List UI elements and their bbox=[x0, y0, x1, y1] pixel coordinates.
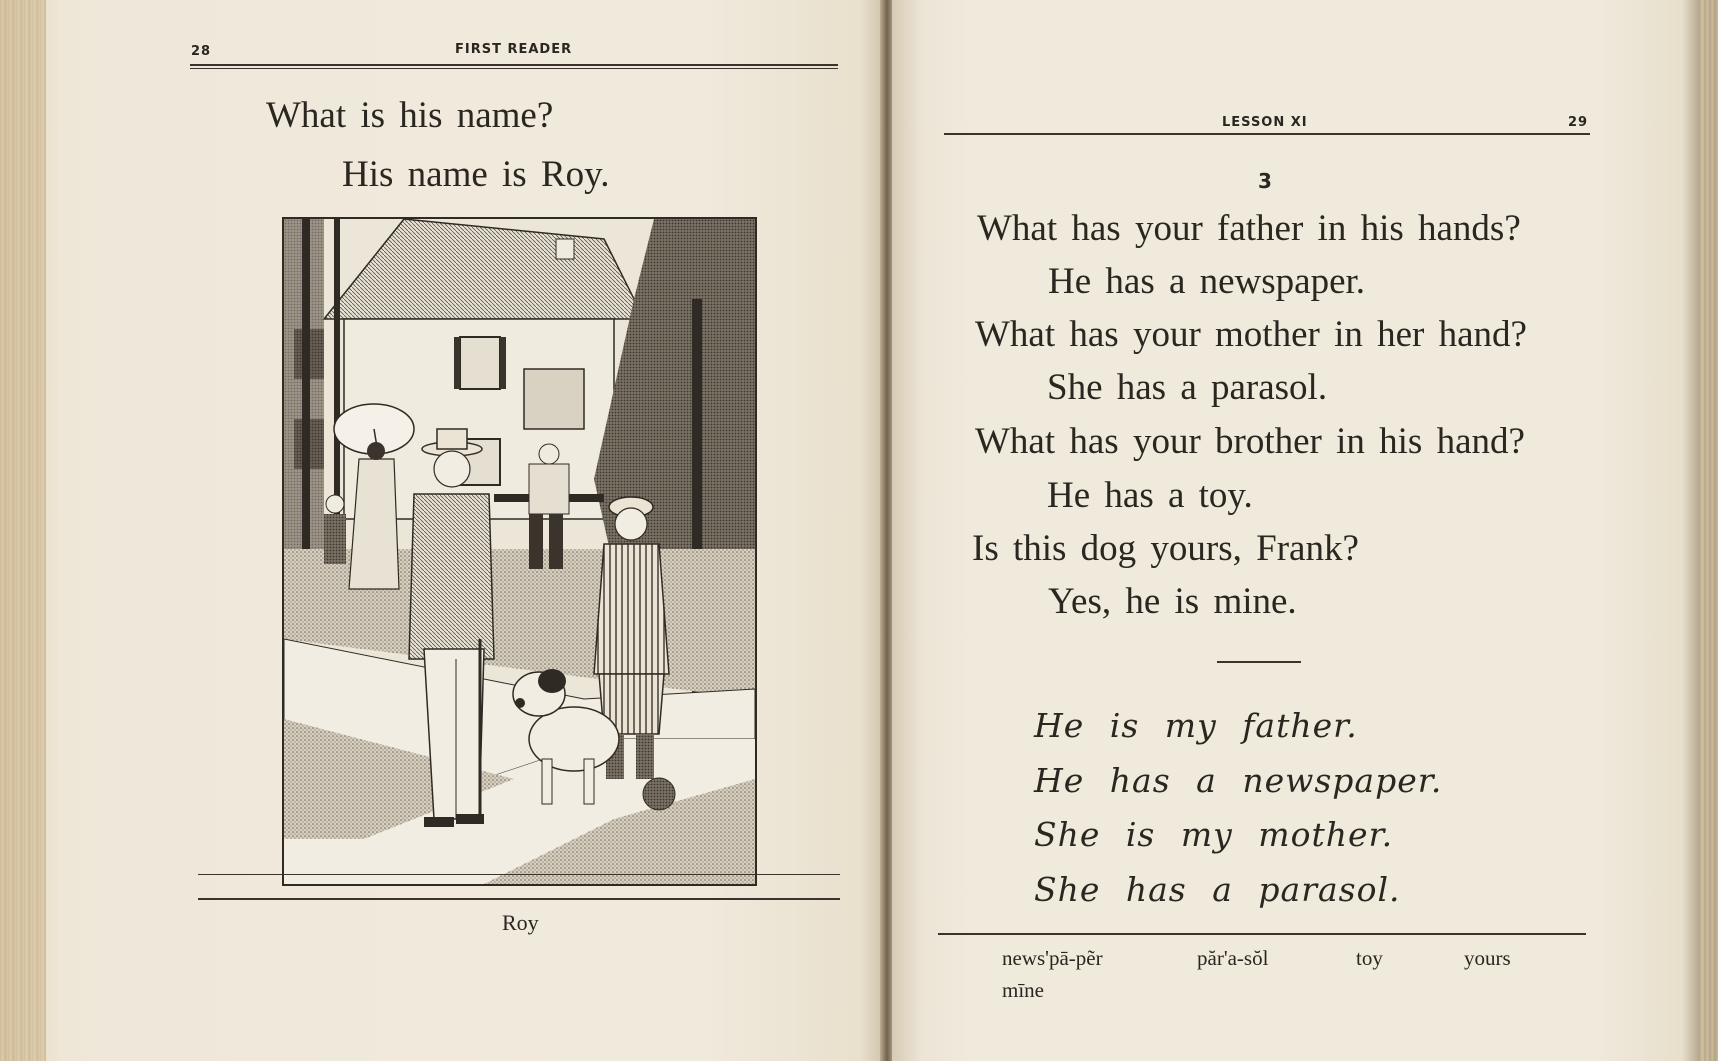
header-rule bbox=[944, 133, 1590, 135]
illustration-drawing bbox=[284, 219, 755, 884]
text-line: What is his name? bbox=[266, 95, 554, 136]
text-line: What has your mother in her hand? bbox=[975, 314, 1527, 355]
text-line: What has your brother in his hand? bbox=[975, 421, 1525, 462]
text-line: He has a newspaper. bbox=[1048, 261, 1366, 302]
vocabulary-word: toy bbox=[1356, 946, 1383, 970]
section-divider bbox=[1217, 661, 1301, 663]
script-line: He is my father. bbox=[1034, 706, 1358, 745]
text-line: She has a parasol. bbox=[1047, 367, 1328, 408]
illustration-roy bbox=[282, 217, 757, 886]
illustration-caption: Roy bbox=[502, 910, 539, 935]
vocabulary-rule bbox=[938, 933, 1586, 935]
script-line: She has a parasol. bbox=[1034, 870, 1401, 909]
script-line: She is my mother. bbox=[1034, 815, 1394, 854]
text-line: He has a toy. bbox=[1047, 475, 1253, 516]
section-number: 3 bbox=[1258, 169, 1272, 193]
text-line: What has your father in his hands? bbox=[977, 208, 1521, 249]
vocabulary-word: mīne bbox=[1002, 978, 1044, 1002]
text-line: Is this dog yours, Frank? bbox=[972, 528, 1359, 569]
right-running-head: LESSON XI bbox=[1222, 115, 1308, 130]
left-running-head: FIRST READER bbox=[455, 42, 573, 57]
vocabulary-word: news'pā-pẽr bbox=[1002, 946, 1103, 970]
right-page bbox=[892, 0, 1718, 1061]
text-line: His name is Roy. bbox=[342, 154, 610, 195]
header-rule bbox=[190, 64, 838, 66]
caption-rule-top bbox=[198, 874, 840, 875]
page-edge bbox=[1700, 0, 1718, 1061]
vocabulary-word: yours bbox=[1464, 946, 1511, 970]
page-edge bbox=[0, 0, 46, 1061]
header-rule-thin bbox=[190, 68, 838, 69]
vocabulary-word: păr'a-sŏl bbox=[1197, 946, 1269, 970]
script-line: He has a newspaper. bbox=[1034, 761, 1443, 800]
caption-rule bbox=[198, 898, 840, 900]
text-line: Yes, he is mine. bbox=[1048, 581, 1297, 622]
left-page-number: 28 bbox=[191, 44, 212, 59]
right-page-number: 29 bbox=[1568, 115, 1589, 130]
